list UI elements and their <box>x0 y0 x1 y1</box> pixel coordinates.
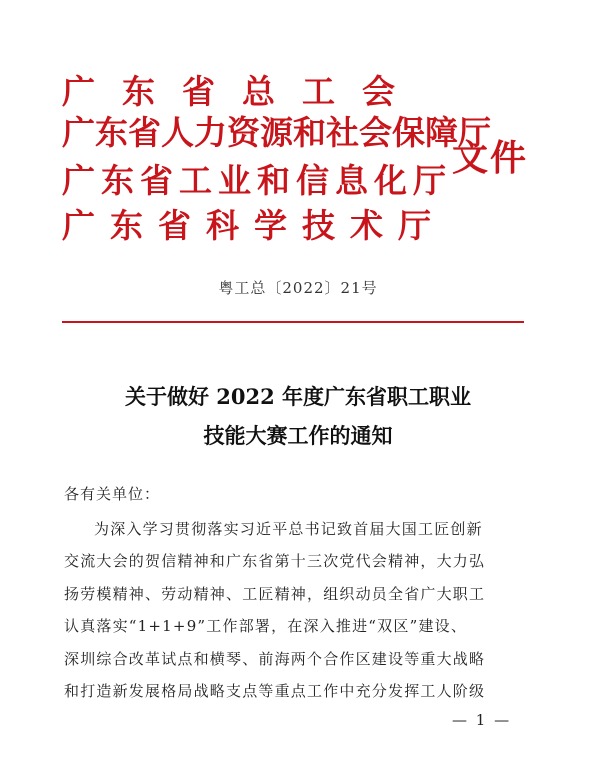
salutation: 各有关单位： <box>64 485 161 503</box>
issuer-provincial-federation-of-trade-unions: 广东省总工会 <box>62 72 422 111</box>
body-line: 扬劳模精神、劳动精神、工匠精神，组织动员全省广大职工 <box>64 585 486 603</box>
body-line: 认真落实“1+1+9”工作部署，在深入推进“双区”建设、 <box>64 617 468 635</box>
document-header-suffix: 文件 <box>452 137 529 179</box>
document-number: 粤工总〔2022〕21号 <box>218 279 378 297</box>
document-title-line-2: 技能大赛工作的通知 <box>203 423 393 448</box>
issuer-industry-information-department: 广东省工业和信息化厅 <box>62 161 452 200</box>
body-line: 深圳综合改革试点和横琴、前海两个合作区建设等重大战略 <box>64 650 486 668</box>
red-header-divider <box>62 321 524 323</box>
issuer-human-resources-department: 广东省人力资源和社会保障厅 <box>62 113 491 152</box>
document-title-line-1: 关于做好 2022 年度广东省职工职业 <box>124 384 472 409</box>
issuer-science-technology-department: 广东省科学技术厅 <box>62 206 446 245</box>
page-number: — 1 — <box>452 711 512 729</box>
body-line: 为深入学习贯彻落实习近平总书记致首届大国工匠创新 <box>94 520 483 538</box>
body-line: 交流大会的贺信精神和广东省第十三次党代会精神，大力弘 <box>64 552 486 570</box>
body-line: 和打造新发展格局战略支点等重点工作中充分发挥工人阶级 <box>64 682 486 700</box>
